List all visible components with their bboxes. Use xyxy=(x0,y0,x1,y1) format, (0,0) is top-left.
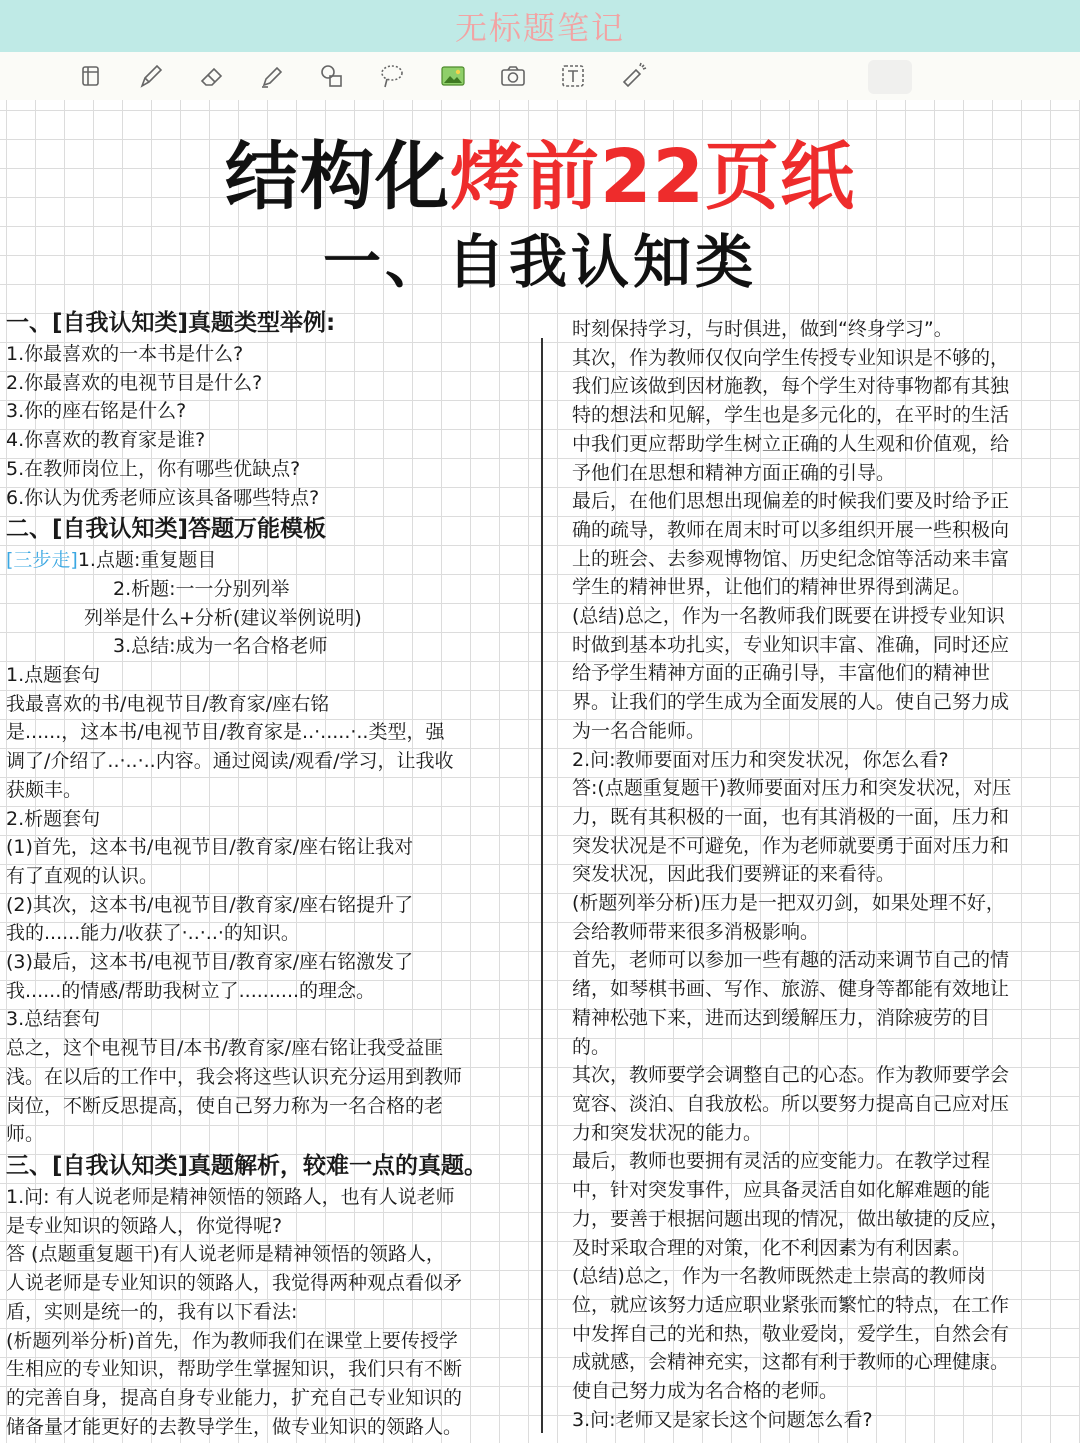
text-line xyxy=(572,1348,1062,1377)
text-line xyxy=(6,690,536,719)
text-line xyxy=(572,315,1062,344)
text-line xyxy=(572,860,1062,889)
text-line xyxy=(572,1176,1062,1205)
line-text: 确的疏导，教师在周末时可以多组织开展一些积极向 xyxy=(572,518,1010,541)
line-text: 最后，教师也要拥有灵活的应变能力。在教学过程 xyxy=(572,1150,991,1173)
window-title-bar xyxy=(0,0,1080,52)
line-text: 3.总结:成为一名合格老师 xyxy=(113,635,328,658)
line-text: 上的班会、去参观博物馆、历史纪念馆等活动来丰富 xyxy=(572,547,1010,570)
line-text: 三、[自我认知类]真题解析，较难一点的真题。 xyxy=(6,1152,488,1179)
line-text: 突发状况是不可避免，作为老师就要勇于面对压力和 xyxy=(572,834,1010,857)
line-text: 中，针对突发事件，应具备灵活自如化解难题的能 xyxy=(572,1179,991,1202)
line-text: 盾，实则是统一的，我有以下看法: xyxy=(6,1300,298,1323)
line-text: (1)首先，这本书/电视节目/教育家/座右铭让我对 xyxy=(6,836,414,859)
line-text: 3.总结套句 xyxy=(6,1008,101,1031)
line-text: 时做到基本功扎实，专业知识丰富、准确，同时还应 xyxy=(572,633,1010,656)
line-text: 2.析题套句 xyxy=(6,807,101,830)
text-line xyxy=(6,1183,536,1212)
text-line xyxy=(572,631,1062,660)
text-line xyxy=(6,1092,536,1121)
text-line xyxy=(6,1355,536,1384)
text-line xyxy=(6,862,536,891)
line-text: 学生的精神世界，让他们的精神世界得到满足。 xyxy=(572,576,972,599)
line-text: 其次，教师要学会调整自己的心态。作为教师要学会 xyxy=(572,1064,1010,1087)
text-line xyxy=(6,948,536,977)
line-text: 予他们在思想和精神方面正确的引导。 xyxy=(572,461,896,484)
line-text: 我们应该做到因材施教，每个学生对待事物都有其独 xyxy=(572,375,1010,398)
line-text: 力，要善于根据问题出现的情况，做出敏捷的反应， xyxy=(572,1207,1010,1230)
text-line xyxy=(6,1212,536,1241)
text-line xyxy=(6,1034,536,1063)
line-text: 生相应的专业知识，帮助学生掌握知识，我们只有不断 xyxy=(6,1358,463,1381)
text-icon[interactable] xyxy=(555,58,591,94)
line-text: 力，既有其积极的一面，也有其消极的一面，压力和 xyxy=(572,805,1010,828)
text-line xyxy=(572,746,1062,775)
line-text: 最后，在他们思想出现偏差的时候我们要及时给予正 xyxy=(572,490,1010,513)
text-line xyxy=(572,1061,1062,1090)
line-text: 我的......能力/收获了·..·..·的知识。 xyxy=(6,922,300,945)
line-text: 中发挥自己的光和热，敬业爱岗，爱学生，自然会有 xyxy=(572,1322,1010,1345)
text-line xyxy=(6,891,536,920)
line-text: 岗位，不断反思提高，使自己努力称为一名合格的老 xyxy=(6,1094,444,1117)
text-line xyxy=(572,688,1062,717)
line-text: (总结)总之，作为一名教师我们既要在讲授专业知识 xyxy=(572,605,1005,628)
text-line xyxy=(572,516,1062,545)
text-line xyxy=(572,946,1062,975)
line-text: 会给教师带来很多消极影响。 xyxy=(572,920,820,943)
line-text: 其次，作为教师仅仅向学生传授专业知识是不够的， xyxy=(572,346,1010,369)
text-line xyxy=(6,397,536,426)
line-text: 师。 xyxy=(6,1123,45,1146)
line-text: 4.你喜欢的教育家是谁? xyxy=(6,429,206,452)
text-line xyxy=(572,1234,1062,1263)
line-text: 精神松弛下来，进而达到缓解压力，消除疲劳的目 xyxy=(572,1006,991,1029)
left-column xyxy=(6,306,536,1441)
text-line xyxy=(572,1147,1062,1176)
text-line xyxy=(572,344,1062,373)
line-text: 1.点题套句 xyxy=(6,664,101,687)
line-text: 绪，如琴棋书画、写作、旅游、健身等都能有效地让 xyxy=(572,978,1010,1001)
text-line xyxy=(572,1090,1062,1119)
text-line xyxy=(572,1205,1062,1234)
text-line xyxy=(572,1033,1062,1062)
line-text: 及时采取合理的对策，化不利因素为有利因素。 xyxy=(572,1236,972,1259)
text-line xyxy=(572,459,1062,488)
text-line xyxy=(572,659,1062,688)
text-line xyxy=(6,1005,536,1034)
text-line xyxy=(6,340,536,369)
laser-pointer-icon[interactable] xyxy=(616,58,652,94)
line-text: 2.问:教师要面对压力和突发状况，你怎么看? xyxy=(572,748,949,771)
text-line xyxy=(572,774,1062,803)
line-text: 是专业知识的领路人，你觉得呢? xyxy=(6,1214,283,1237)
text-line xyxy=(6,776,536,805)
line-text: 位，就应该努力适应职业紧张而繁忙的特点，在工作 xyxy=(572,1293,1010,1316)
text-line xyxy=(6,919,536,948)
text-line xyxy=(6,484,536,513)
section-heading xyxy=(6,512,536,546)
line-text: 我......的情感/帮助我树立了..........的理念。 xyxy=(6,979,376,1002)
line-text: 成就感，会精神充实，这都有利于教师的心理健康。 xyxy=(572,1351,1010,1374)
text-line xyxy=(572,487,1062,516)
text-line xyxy=(572,832,1062,861)
line-text: 中我们更应帮助学生树立正确的人生观和价值观，给 xyxy=(572,432,1010,455)
text-line xyxy=(6,632,536,661)
image-icon[interactable] xyxy=(435,58,471,94)
text-line xyxy=(572,918,1062,947)
line-text: 特的想法和见解，学生也是多元化的，在平时的生活 xyxy=(572,404,1010,427)
line-text: 答 (点题重复题干)有人说老师是精神领悟的领路人， xyxy=(6,1243,445,1266)
line-text: 1.点题:重复题目 xyxy=(77,549,217,572)
line-text: 力和突发状况的能力。 xyxy=(572,1121,763,1144)
camera-icon[interactable] xyxy=(495,58,531,94)
line-text: 答:(点题重复题干)教师要面对压力和突发状况，对压 xyxy=(572,777,1012,800)
text-line xyxy=(6,1120,536,1149)
line-text: (析题列举分析)首先，作为教师我们在课堂上要传授学 xyxy=(6,1329,458,1352)
line-text: 一、[自我认知类]真题类型举例: xyxy=(6,310,336,336)
text-line xyxy=(6,604,536,633)
heading-black-part: 结构化 xyxy=(225,134,450,220)
text-line xyxy=(572,430,1062,459)
line-text: 获颇丰。 xyxy=(6,778,83,801)
text-line xyxy=(6,1384,536,1413)
text-line xyxy=(572,602,1062,631)
section-heading xyxy=(6,306,536,340)
text-line xyxy=(6,546,536,575)
line-text: 1.问: 有人说老师是精神领悟的领路人，也有人说老师 xyxy=(6,1185,455,1208)
line-text: 3.问:老师又是家长这个问题怎么看? xyxy=(572,1408,873,1431)
heading-red-part: 烤前22页纸 xyxy=(450,134,855,220)
text-line xyxy=(6,1413,536,1442)
text-line xyxy=(6,1269,536,1298)
line-text: 为一名合能师。 xyxy=(572,719,706,742)
text-line xyxy=(572,1004,1062,1033)
text-line xyxy=(6,805,536,834)
text-line xyxy=(6,426,536,455)
text-line xyxy=(6,1240,536,1269)
note-title[interactable]: 无标题笔记 xyxy=(454,9,625,47)
text-line xyxy=(572,1262,1062,1291)
lasso-icon[interactable] xyxy=(374,58,410,94)
line-text: 二、[自我认知类]答题万能模板 xyxy=(6,516,327,543)
line-text: 宽容、淡泊、自我放松。所以要努力提高自己应对压 xyxy=(572,1092,1010,1115)
text-line xyxy=(6,977,536,1006)
text-line xyxy=(572,889,1062,918)
text-line xyxy=(572,372,1062,401)
line-text: 2.析题:一一分别列举 xyxy=(113,577,290,600)
text-line xyxy=(572,1119,1062,1148)
text-line xyxy=(6,1327,536,1356)
text-line xyxy=(572,545,1062,574)
text-line xyxy=(6,718,536,747)
line-text: 2.你最喜欢的电视节目是什么? xyxy=(6,371,263,394)
shapes-icon[interactable] xyxy=(314,58,350,94)
line-text: 列举是什么+分析(建议举例说明) xyxy=(84,606,362,629)
line-text: 人说老师是专业知识的领路人，我觉得两种观点看似矛 xyxy=(6,1272,463,1295)
line-text: 有了直观的认识。 xyxy=(6,864,159,887)
step-tag: [三步走] xyxy=(6,549,78,572)
line-text: (总结)总之，作为一名教师既然走上崇高的教师岗 xyxy=(572,1265,986,1288)
line-text: 6.你认为优秀老师应该具备哪些特点? xyxy=(6,486,320,509)
pen-icon[interactable] xyxy=(133,58,169,94)
line-text: 的。 xyxy=(572,1035,611,1058)
line-text: (3)最后，这本书/电视节目/教育家/座右铭激发了 xyxy=(6,951,414,974)
text-line xyxy=(6,575,536,604)
note-heading xyxy=(0,132,1080,222)
line-text: 首先，老师可以参加一些有趣的活动来调节自己的情 xyxy=(572,949,1010,972)
text-line xyxy=(572,1320,1062,1349)
line-text: (2)其次，这本书/电视节目/教育家/座右铭提升了 xyxy=(6,893,414,916)
line-text: 使自己努力成为名合格的老师。 xyxy=(572,1380,839,1403)
line-text: 突发状况，因此我们要辨证的来看待。 xyxy=(572,863,896,886)
text-line xyxy=(6,747,536,776)
line-text: 我最喜欢的书/电视节目/教育家/座右铭 xyxy=(6,692,330,715)
line-text: 总之，这个电视节目/本书/教育家/座右铭让我受益匪 xyxy=(6,1037,444,1060)
text-line xyxy=(6,455,536,484)
text-line xyxy=(6,1298,536,1327)
line-text: 时刻保持学习，与时俱进，做到“终身学习”。 xyxy=(572,318,953,340)
line-text: 1.你最喜欢的一本书是什么? xyxy=(6,343,244,365)
text-line xyxy=(572,401,1062,430)
line-text: 界。让我们的学生成为全面发展的人。使自己努力成 xyxy=(572,691,1010,714)
text-line xyxy=(572,1291,1062,1320)
eraser-icon[interactable] xyxy=(194,58,230,94)
note-subheading: 一、自我认知类 xyxy=(322,228,757,296)
line-text: 浅。在以后的工作中，我会将这些认识充分运用到教师 xyxy=(6,1065,463,1088)
text-line xyxy=(572,717,1062,746)
text-line xyxy=(572,1406,1062,1435)
drawing-toolbar xyxy=(0,52,1080,101)
line-text: 的完善自身，提高自身专业能力，扩充自己专业知识的 xyxy=(6,1386,463,1409)
line-text: 是......，这本书/电视节目/教育家是..·.....·..类型，强 xyxy=(6,721,445,744)
text-line xyxy=(6,833,536,862)
line-text: 3.你的座右铭是什么? xyxy=(6,400,187,423)
page-icon[interactable] xyxy=(72,58,108,94)
highlighter-icon[interactable] xyxy=(254,58,290,94)
line-text: 给予学生精神方面的正确引导，丰富他们的精神世 xyxy=(572,662,991,685)
right-column xyxy=(572,315,1062,1434)
text-line xyxy=(572,803,1062,832)
section-heading xyxy=(6,1149,536,1183)
text-line xyxy=(572,1377,1062,1406)
toolbar-placeholder xyxy=(868,60,912,94)
text-line xyxy=(6,1063,536,1092)
text-line xyxy=(572,975,1062,1004)
line-text: 5.在教师岗位上，你有哪些优缺点? xyxy=(6,457,301,480)
text-line xyxy=(572,573,1062,602)
line-text: 储备量才能更好的去教导学生，做专业知识的领路人。 xyxy=(6,1415,463,1438)
line-text: (析题列举分析)压力是一把双刃剑，如果处理不好， xyxy=(572,892,1005,915)
line-text: 调了/介绍了..·..·..内容。通过阅读/观看/学习，让我收 xyxy=(6,750,454,773)
text-line xyxy=(6,661,536,690)
text-line xyxy=(6,369,536,398)
column-divider xyxy=(541,338,543,1433)
